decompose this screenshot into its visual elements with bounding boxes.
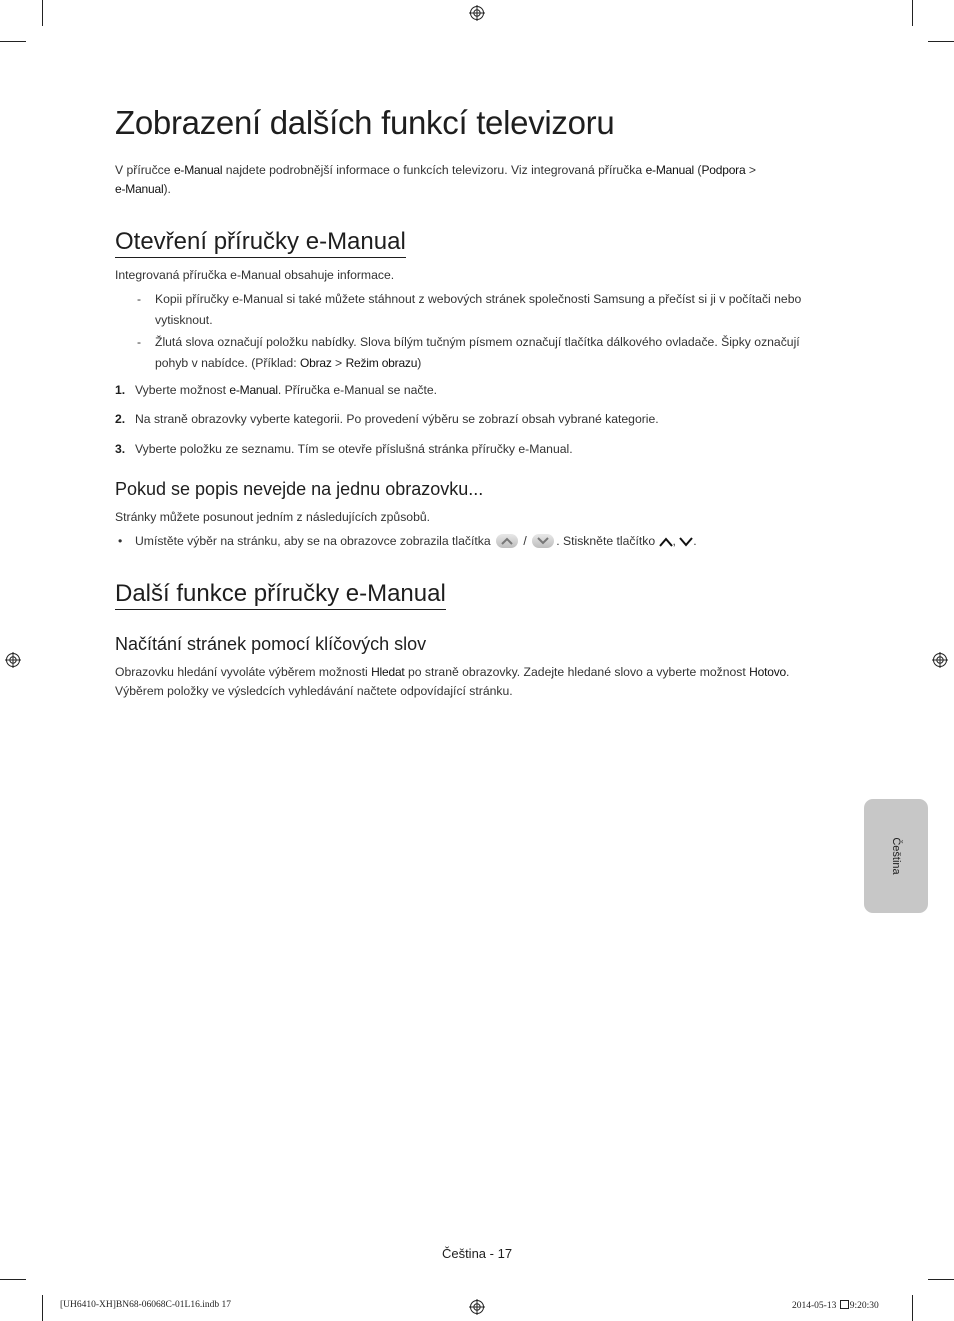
note-text-part: > bbox=[331, 356, 346, 370]
step-number: 3. bbox=[115, 442, 126, 456]
subsection-heading-scroll: Pokud se popis nevejde na jednu obrazovku... bbox=[115, 479, 484, 499]
intro-text: ( bbox=[694, 163, 702, 177]
note-keyword: Obraz bbox=[299, 356, 332, 370]
dash-mark: - bbox=[137, 292, 142, 306]
crop-mark bbox=[42, 1295, 43, 1321]
crop-mark bbox=[0, 1279, 26, 1280]
print-slug-time: 9:20:30 bbox=[849, 1301, 879, 1311]
section-heading-more-features: Další funkce příručky e-Manual bbox=[115, 580, 446, 610]
print-slug-file: [UH6410-XH]BN68-06068C-01L16.indb 17 bbox=[60, 1300, 231, 1310]
page-number: Čeština - 17 bbox=[441, 1246, 513, 1261]
language-side-tab-label: Čeština bbox=[890, 837, 902, 875]
crop-mark bbox=[42, 0, 43, 26]
bullet-text: . bbox=[693, 534, 697, 548]
intro-text: najdete podrobnější informace o funkcích televizoru. Viz integrovaná příručka bbox=[222, 163, 646, 177]
step-item bbox=[115, 381, 437, 400]
step-text: Vyberte možnost bbox=[135, 383, 230, 397]
step-number: 1. bbox=[115, 383, 126, 397]
intro-keyword: e-Manual bbox=[115, 182, 164, 196]
intro-text: > bbox=[745, 163, 756, 177]
section-heading-open-emanual: Otevření příručky e-Manual bbox=[115, 228, 406, 258]
step-item bbox=[115, 440, 573, 459]
bullet-item bbox=[115, 532, 697, 551]
paragraph-keyword: Hledat bbox=[371, 665, 405, 679]
scroll-down-button-icon bbox=[532, 534, 554, 548]
intro-text: ). bbox=[163, 182, 171, 196]
paragraph-text: Výběrem položky ve výsledcích vyhledávání načtete odpovídající stránku. bbox=[115, 684, 513, 698]
step-text: . Příručka e-Manual se načte. bbox=[277, 383, 438, 397]
intro-paragraph bbox=[115, 161, 835, 199]
note-text-part: ) bbox=[417, 356, 422, 370]
placeholder-glyph-icon bbox=[840, 1300, 849, 1309]
note-text: Kopii příručky e-Manual si také můžete stáhnout z webových stránek společnosti Samsung a přečíst si ji v počítači nebo vytisknout. bbox=[155, 292, 802, 327]
crop-mark bbox=[928, 41, 954, 42]
bullet-text: Umístěte výběr na stránku, aby se na obrazovce zobrazila tlačítka bbox=[135, 534, 495, 548]
step-text: Na straně obrazovky vyberte kategorii. Po provedení výběru se zobrazí obsah vybrané kategorie. bbox=[135, 412, 659, 426]
crop-mark bbox=[928, 1279, 954, 1280]
registration-mark-icon bbox=[5, 652, 21, 668]
step-item bbox=[115, 410, 659, 429]
step-text: Vyberte položku ze seznamu. Tím se otevře příslušná stránka příručky e-Manual. bbox=[135, 442, 573, 456]
step-number: 2. bbox=[115, 412, 126, 426]
subsection-heading-keyword-search: Načítání stránek pomocí klíčových slov bbox=[115, 634, 427, 654]
paragraph-text: . bbox=[786, 665, 790, 679]
dash-mark: - bbox=[137, 335, 142, 349]
note-item bbox=[137, 332, 827, 374]
paragraph-keyword: Hotovo bbox=[749, 665, 786, 679]
bullet-mark: • bbox=[118, 534, 123, 548]
crop-mark bbox=[0, 41, 26, 42]
crop-mark bbox=[912, 0, 913, 26]
section-lead: Integrovaná příručka e-Manual obsahuje informace. bbox=[115, 268, 395, 282]
keyword-search-paragraph bbox=[115, 663, 789, 701]
note-text-part: Žlutá slova označují položku nabídky. Slova bílým tučným písmem označují tlačítka dálkového ovladače. Šipky označují pohyb v nabídce. (Příklad: bbox=[155, 335, 800, 370]
intro-keyword: Podpora bbox=[701, 163, 746, 177]
subsection-lead: Stránky můžete posunout jedním z následujících způsobů. bbox=[115, 510, 431, 524]
paragraph-text: po straně obrazovky. Zadejte hledané slovo a vyberte možnost bbox=[404, 665, 750, 679]
step-keyword: e-Manual bbox=[229, 383, 278, 397]
intro-text: V příručce bbox=[115, 163, 174, 177]
crop-mark bbox=[912, 1295, 913, 1321]
bullet-separator: , bbox=[672, 534, 680, 548]
note-text bbox=[155, 332, 827, 374]
page-title: Zobrazení dalších funkcí televizoru bbox=[115, 104, 615, 141]
note-keyword: Režim obrazu bbox=[345, 356, 418, 370]
down-chevron-icon bbox=[679, 537, 693, 547]
scroll-up-button-icon bbox=[496, 534, 518, 548]
print-slug-datetime bbox=[792, 1300, 879, 1311]
bullet-text: . Stiskněte tlačítko bbox=[556, 534, 659, 548]
paragraph-text: Obrazovku hledání vyvoláte výběrem možnosti bbox=[115, 665, 372, 679]
up-chevron-icon bbox=[659, 537, 673, 547]
intro-keyword: e-Manual bbox=[173, 163, 223, 177]
registration-mark-icon bbox=[469, 1299, 485, 1315]
intro-keyword: e-Manual bbox=[645, 163, 695, 177]
language-side-tab bbox=[864, 799, 928, 913]
print-slug-date: 2014-05-13 bbox=[792, 1301, 837, 1311]
bullet-separator: / bbox=[520, 534, 531, 548]
registration-mark-icon bbox=[469, 5, 485, 21]
note-item bbox=[137, 289, 827, 331]
registration-mark-icon bbox=[932, 652, 948, 668]
